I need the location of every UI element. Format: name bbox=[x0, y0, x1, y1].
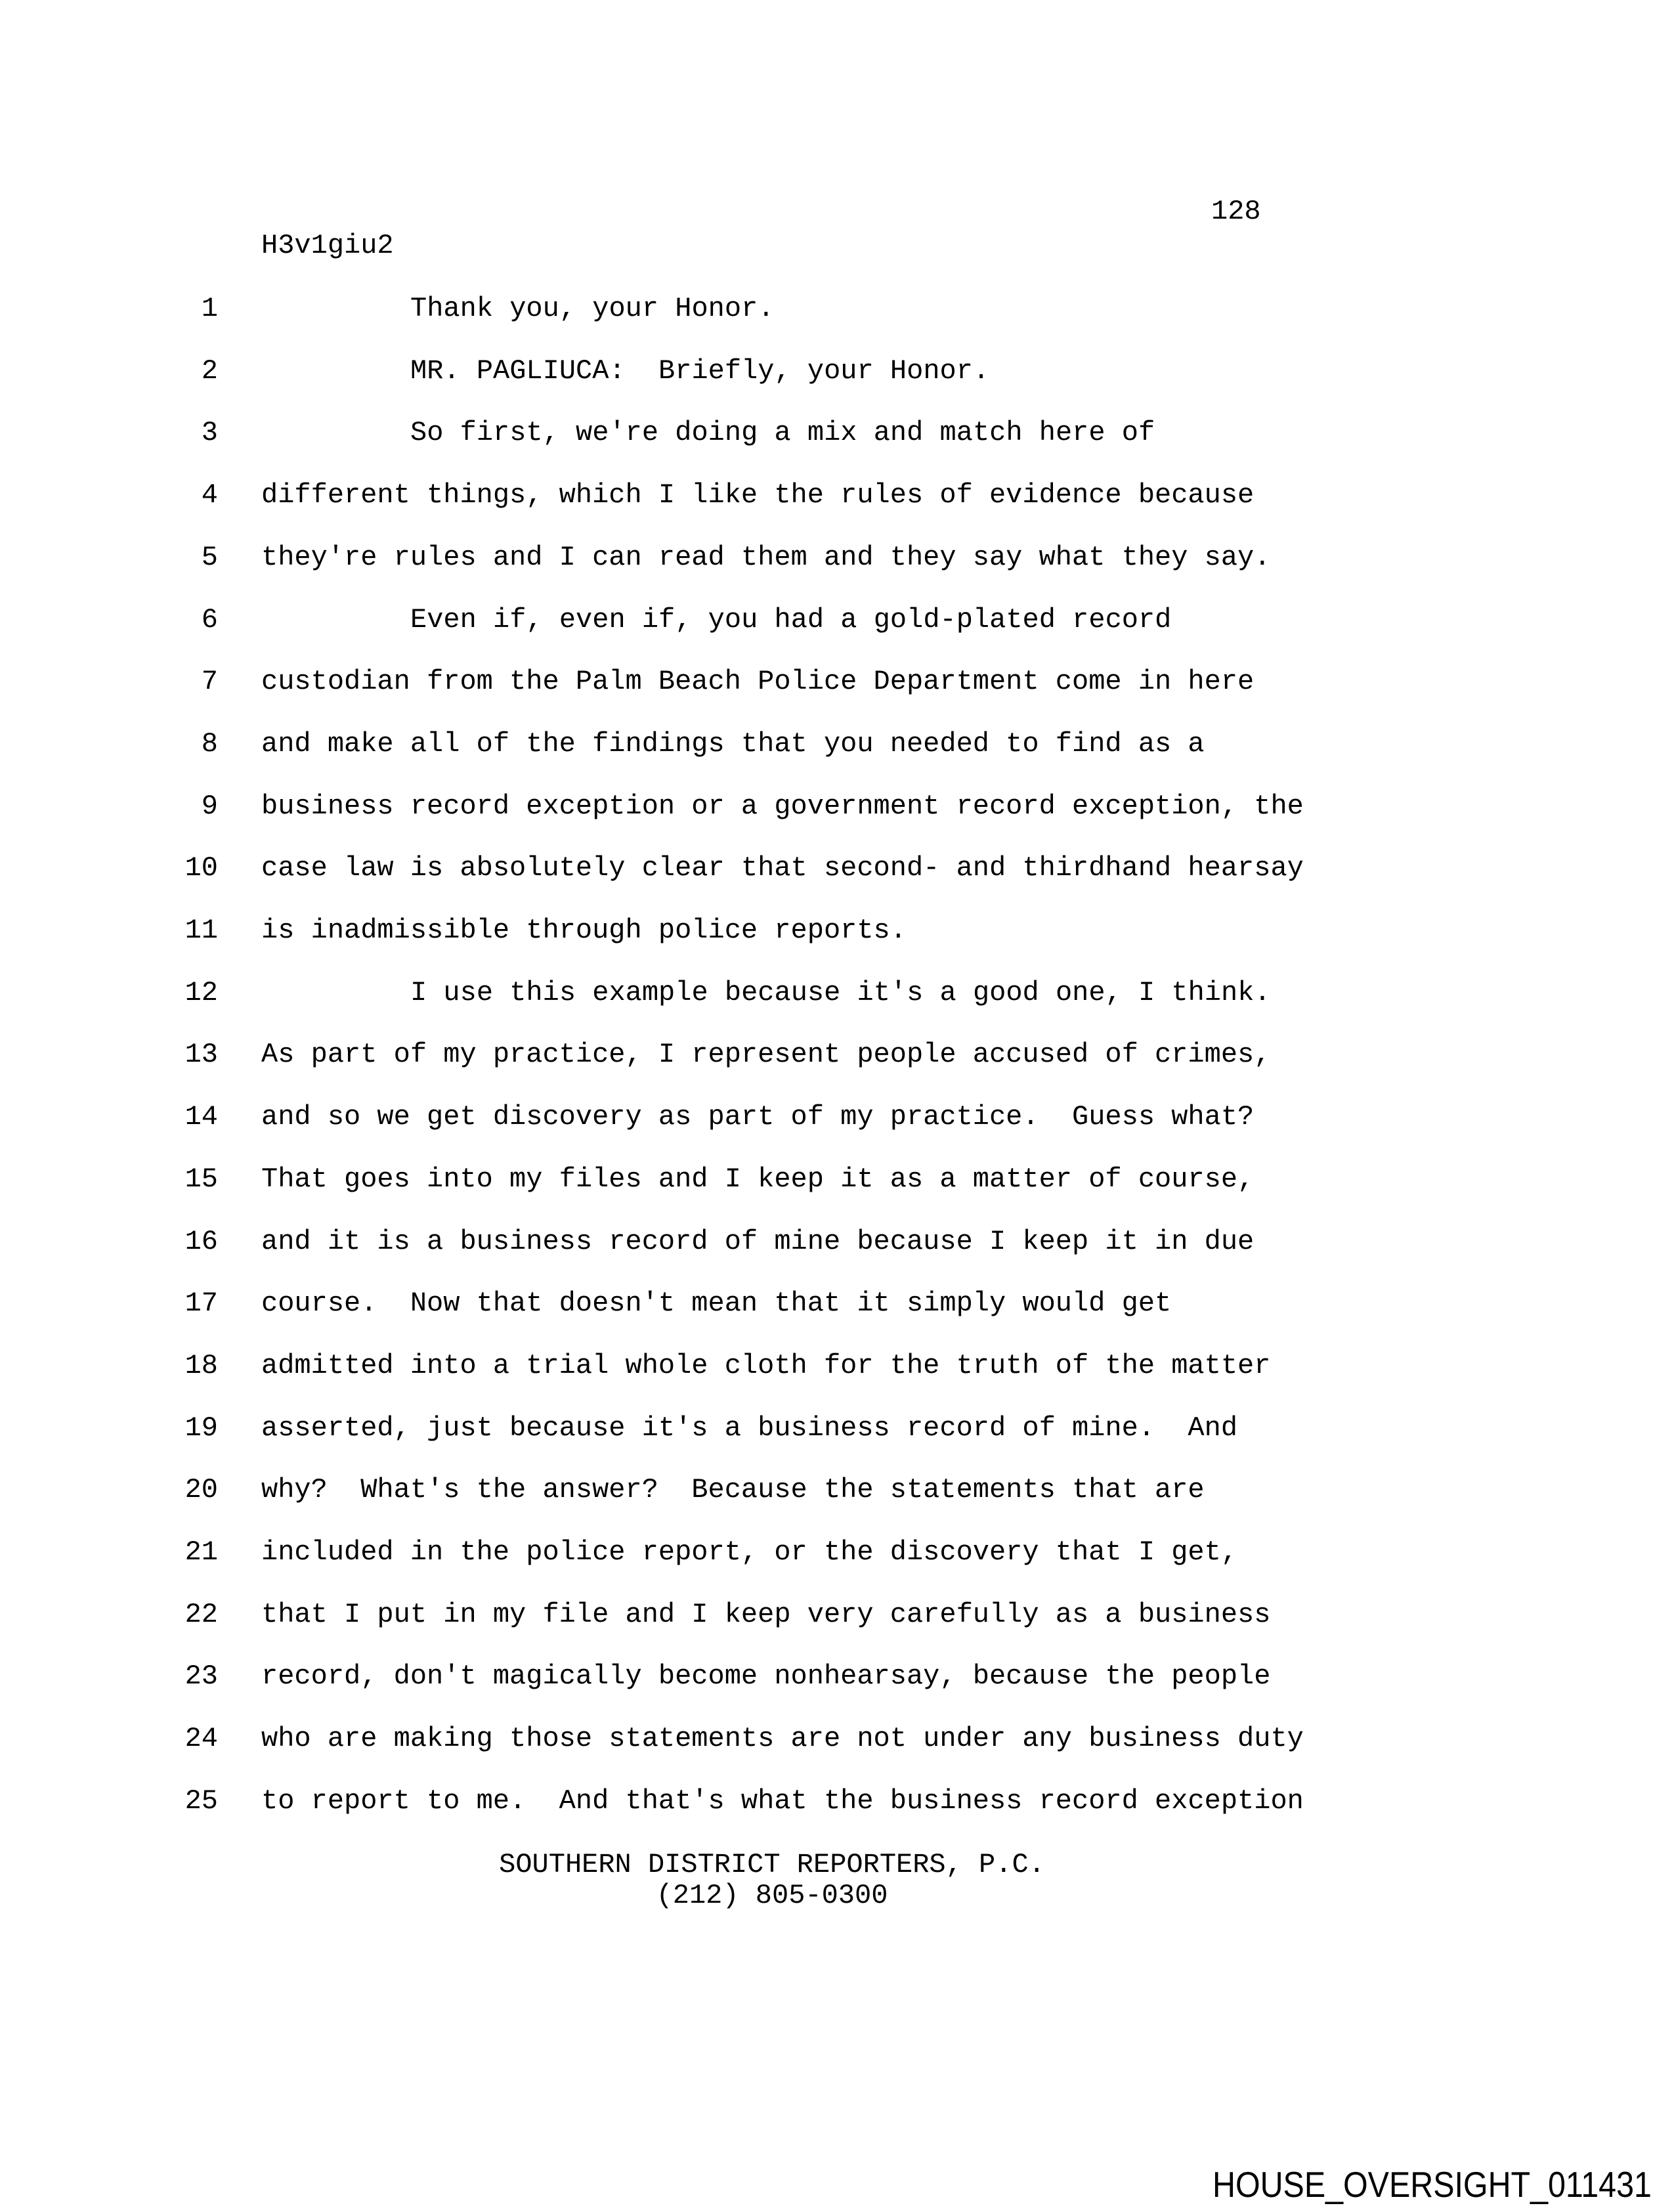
line-number: 23 bbox=[184, 1660, 218, 1692]
line-number: 13 bbox=[184, 1039, 218, 1070]
line-text: So first, we're doing a mix and match here of bbox=[410, 417, 1155, 448]
line-number: 6 bbox=[201, 604, 218, 636]
line-text: they're rules and I can read them and they say what they say. bbox=[261, 542, 1271, 573]
transcript-line bbox=[0, 293, 1674, 324]
line-text: That goes into my files and I keep it as a matter of course, bbox=[261, 1163, 1255, 1195]
transcript-line bbox=[0, 417, 1674, 448]
transcript-line bbox=[0, 915, 1674, 946]
line-number: 17 bbox=[184, 1288, 218, 1319]
transcript-line bbox=[0, 604, 1674, 636]
line-text: custodian from the Palm Beach Police Department come in here bbox=[261, 666, 1255, 697]
line-text: to report to me. And that's what the business record exception bbox=[261, 1785, 1304, 1817]
line-text: and make all of the findings that you needed to find as a bbox=[261, 728, 1205, 760]
line-text: I use this example because it's a good one, I think. bbox=[410, 977, 1271, 1008]
line-number: 8 bbox=[201, 728, 218, 760]
transcript-line bbox=[0, 1101, 1674, 1133]
page-number: 128 bbox=[1211, 196, 1261, 227]
transcript-line bbox=[0, 1723, 1674, 1754]
transcript-line bbox=[0, 1412, 1674, 1444]
line-number: 9 bbox=[201, 791, 218, 822]
line-number: 14 bbox=[184, 1101, 218, 1133]
line-number: 5 bbox=[201, 542, 218, 573]
line-text: admitted into a trial whole cloth for the truth of the matter bbox=[261, 1350, 1271, 1381]
transcript-line bbox=[0, 1226, 1674, 1257]
line-text: course. Now that doesn't mean that it simply would get bbox=[261, 1288, 1172, 1319]
transcript-line bbox=[0, 1599, 1674, 1630]
line-number: 19 bbox=[184, 1412, 218, 1444]
transcript-line bbox=[0, 1039, 1674, 1070]
line-text: that I put in my file and I keep very carefully as a business bbox=[261, 1599, 1271, 1630]
transcript-line bbox=[0, 666, 1674, 697]
line-text: is inadmissible through police reports. bbox=[261, 915, 907, 946]
line-text: As part of my practice, I represent people accused of crimes, bbox=[261, 1039, 1271, 1070]
line-number: 3 bbox=[201, 417, 218, 448]
reporter-phone: (212) 805-0300 bbox=[656, 1880, 888, 1911]
line-number: 7 bbox=[201, 666, 218, 697]
transcript-line bbox=[0, 542, 1674, 573]
transcript-session-id: H3v1giu2 bbox=[261, 230, 394, 261]
transcript-line bbox=[0, 1536, 1674, 1568]
line-text: asserted, just because it's a business record of mine. And bbox=[261, 1412, 1238, 1444]
transcript-line bbox=[0, 1474, 1674, 1506]
line-text: record, don't magically become nonhearsay, because the people bbox=[261, 1660, 1271, 1692]
line-number: 24 bbox=[184, 1723, 218, 1754]
transcript-line bbox=[0, 1660, 1674, 1692]
bates-number: HOUSE_OVERSIGHT_011431 bbox=[1213, 2164, 1652, 2205]
transcript-line bbox=[0, 852, 1674, 884]
transcript-line bbox=[0, 728, 1674, 760]
line-number: 16 bbox=[184, 1226, 218, 1257]
transcript-line bbox=[0, 1163, 1674, 1195]
transcript-line bbox=[0, 977, 1674, 1008]
line-text: different things, which I like the rules of evidence because bbox=[261, 479, 1255, 511]
line-number: 21 bbox=[184, 1536, 218, 1568]
transcript-line bbox=[0, 355, 1674, 387]
line-text: Thank you, your Honor. bbox=[410, 293, 775, 324]
line-text: MR. PAGLIUCA: Briefly, your Honor. bbox=[410, 355, 990, 387]
line-text: business record exception or a government record exception, the bbox=[261, 791, 1304, 822]
line-number: 15 bbox=[184, 1163, 218, 1195]
line-number: 12 bbox=[184, 977, 218, 1008]
line-number: 1 bbox=[201, 293, 218, 324]
line-number: 20 bbox=[184, 1474, 218, 1506]
line-number: 10 bbox=[184, 852, 218, 884]
line-text: who are making those statements are not under any business duty bbox=[261, 1723, 1304, 1754]
line-text: included in the police report, or the discovery that I get, bbox=[261, 1536, 1238, 1568]
line-text: why? What's the answer? Because the statements that are bbox=[261, 1474, 1205, 1506]
line-number: 4 bbox=[201, 479, 218, 511]
transcript-line bbox=[0, 1288, 1674, 1319]
line-number: 2 bbox=[201, 355, 218, 387]
line-text: and it is a business record of mine because I keep it in due bbox=[261, 1226, 1255, 1257]
line-number: 11 bbox=[184, 915, 218, 946]
line-text: and so we get discovery as part of my practice. Guess what? bbox=[261, 1101, 1255, 1133]
transcript-line bbox=[0, 479, 1674, 511]
transcript-line bbox=[0, 1350, 1674, 1381]
line-number: 22 bbox=[184, 1599, 218, 1630]
line-number: 18 bbox=[184, 1350, 218, 1381]
transcript-line bbox=[0, 791, 1674, 822]
line-text: case law is absolutely clear that second- and thirdhand hearsay bbox=[261, 852, 1304, 884]
line-text: Even if, even if, you had a gold-plated record bbox=[410, 604, 1172, 636]
reporter-name: SOUTHERN DISTRICT REPORTERS, P.C. bbox=[499, 1849, 1045, 1880]
line-number: 25 bbox=[184, 1785, 218, 1817]
transcript-line bbox=[0, 1785, 1674, 1817]
